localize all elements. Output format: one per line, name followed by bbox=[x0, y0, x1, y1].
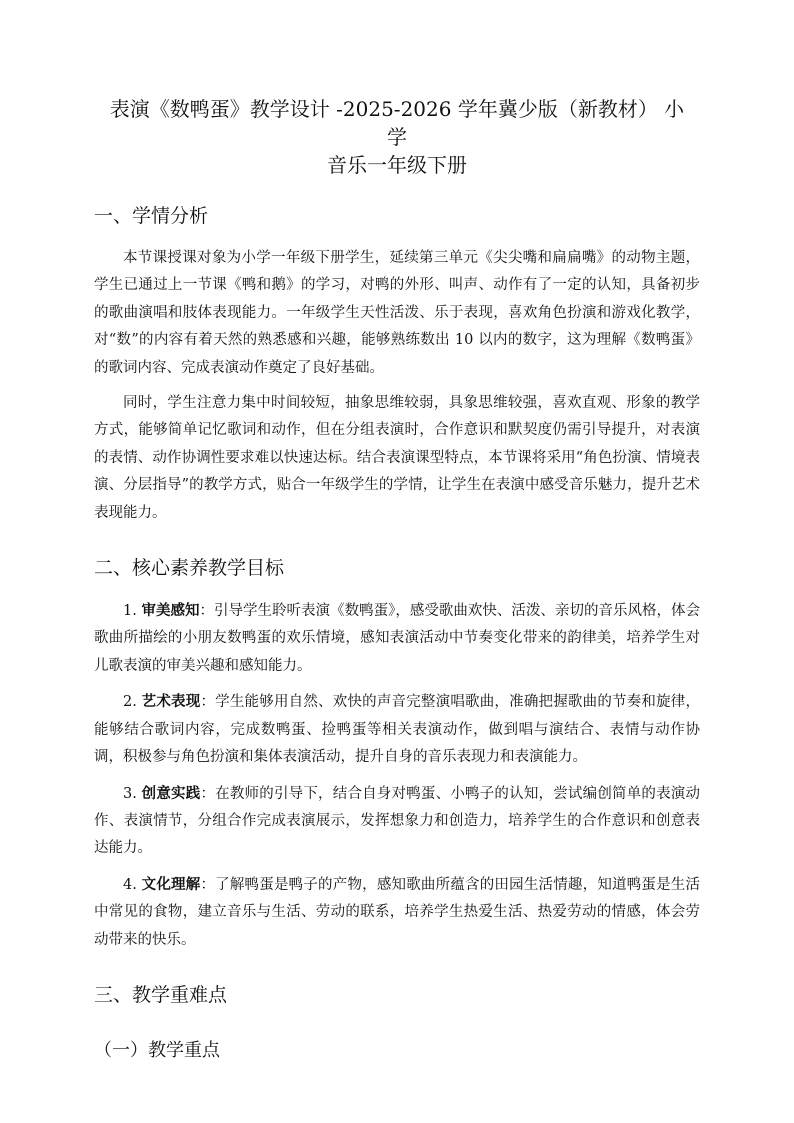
section-heading-objectives: 二、核心素养教学目标 bbox=[94, 557, 285, 580]
objective-item bbox=[94, 688, 700, 771]
objective-text: ：了解鸭蛋是鸭子的产物，感知歌曲所蕴含的田园生活情趣，知道鸭蛋是生活中常见的食物，建立音乐与生活、劳动的联系，培养学生热爱生活、热爱劳动的情感，体会劳动带来的快乐。 bbox=[94, 876, 701, 948]
objective-label: 审美感知 bbox=[141, 602, 200, 620]
objective-number: 1. bbox=[123, 603, 137, 620]
objective-label: 文化理解 bbox=[141, 875, 201, 893]
objective-label: 创意实践 bbox=[141, 784, 201, 802]
title-line-2: 音乐一年级下册 bbox=[327, 153, 467, 177]
paragraph: 本节课授课对象为小学一年级下册学生，延续第三单元《尖尖嘴和扁扁嘴》的动物主题，学生已通过上一节课《鸭和鹅》的学习，对鸭的外形、叫声、动作有了一定的认知，具备初步的歌曲演唱和肢体表现能力。一年级学生天性活泼、乐于表现，喜欢角色扮演和游戏化教学，对“数”的内容有着天然的熟悉感和兴趣，能够熟练数出 10 以内的数字，这为理解《数鸭蛋》的歌词内容、完成表演动作奠定了良好基础。 bbox=[94, 250, 700, 376]
objective-text: ：引导学生聆听表演《数鸭蛋》，感受歌曲欢快、活泼、亲切的音乐风格，体会歌曲所描绘的小朋友数鸭蛋的欢乐情境，感知表演活动中节奏变化带来的韵律美，培养学生对儿歌表演的审美兴趣和感知能力。 bbox=[94, 603, 701, 674]
document-title bbox=[94, 95, 700, 179]
objective-item bbox=[94, 780, 700, 863]
spacer bbox=[94, 1024, 700, 1038]
objective-text: ：学生能够用自然、欢快的声音完整演唱歌曲，准确把握歌曲的节奏和旋律，能够结合歌词内容，完成数鸭蛋、捡鸭蛋等相关表演动作，做到唱与演结合、表情与动作协调，积极参与角色扮演和集体表演活动，提升自身的音乐表现力和表演能力。 bbox=[94, 694, 701, 766]
objective-number: 4. bbox=[123, 876, 137, 893]
subsection-heading-teaching-focus: （一）教学重点 bbox=[94, 1039, 220, 1061]
objective-item bbox=[94, 871, 700, 954]
title-line-1: 表演《数鸭蛋》教学设计 -2025-2026 学年冀少版（新教材） 小学 bbox=[109, 97, 685, 149]
objective-number: 2. bbox=[123, 694, 137, 711]
spacer bbox=[94, 962, 700, 982]
paragraph: 同时，学生注意力集中时间较短，抽象思维较弱，具象思维较强，喜欢直观、形象的教学方式，能够简单记忆歌词和动作，但在分组表演时，合作意识和默契度仍需引导提升，对表演的表情、动作协调性要求难以快速达标。结合表演课型特点，本节课将采用“角色扮演、情境表演、分层指导”的教学方式，贴合一年级学生的学情，让学生在表演中感受音乐魅力，提升艺术表现能力。 bbox=[94, 395, 700, 521]
section-heading-learner-analysis: 一、学情分析 bbox=[94, 205, 209, 227]
spacer bbox=[94, 535, 700, 555]
objective-number: 3. bbox=[123, 785, 137, 802]
objective-item bbox=[94, 597, 700, 680]
section-heading-key-points: 三、教学重难点 bbox=[94, 983, 228, 1006]
objective-label: 艺术表现 bbox=[141, 693, 201, 711]
objective-text: ：在教师的引导下，结合自身对鸭蛋、小鸭子的认知，尝试编创简单的表演动作、表演情节，分组合作完成表演展示，发挥想象力和创造力，培养学生的合作意识和创意表达能力。 bbox=[94, 785, 701, 857]
